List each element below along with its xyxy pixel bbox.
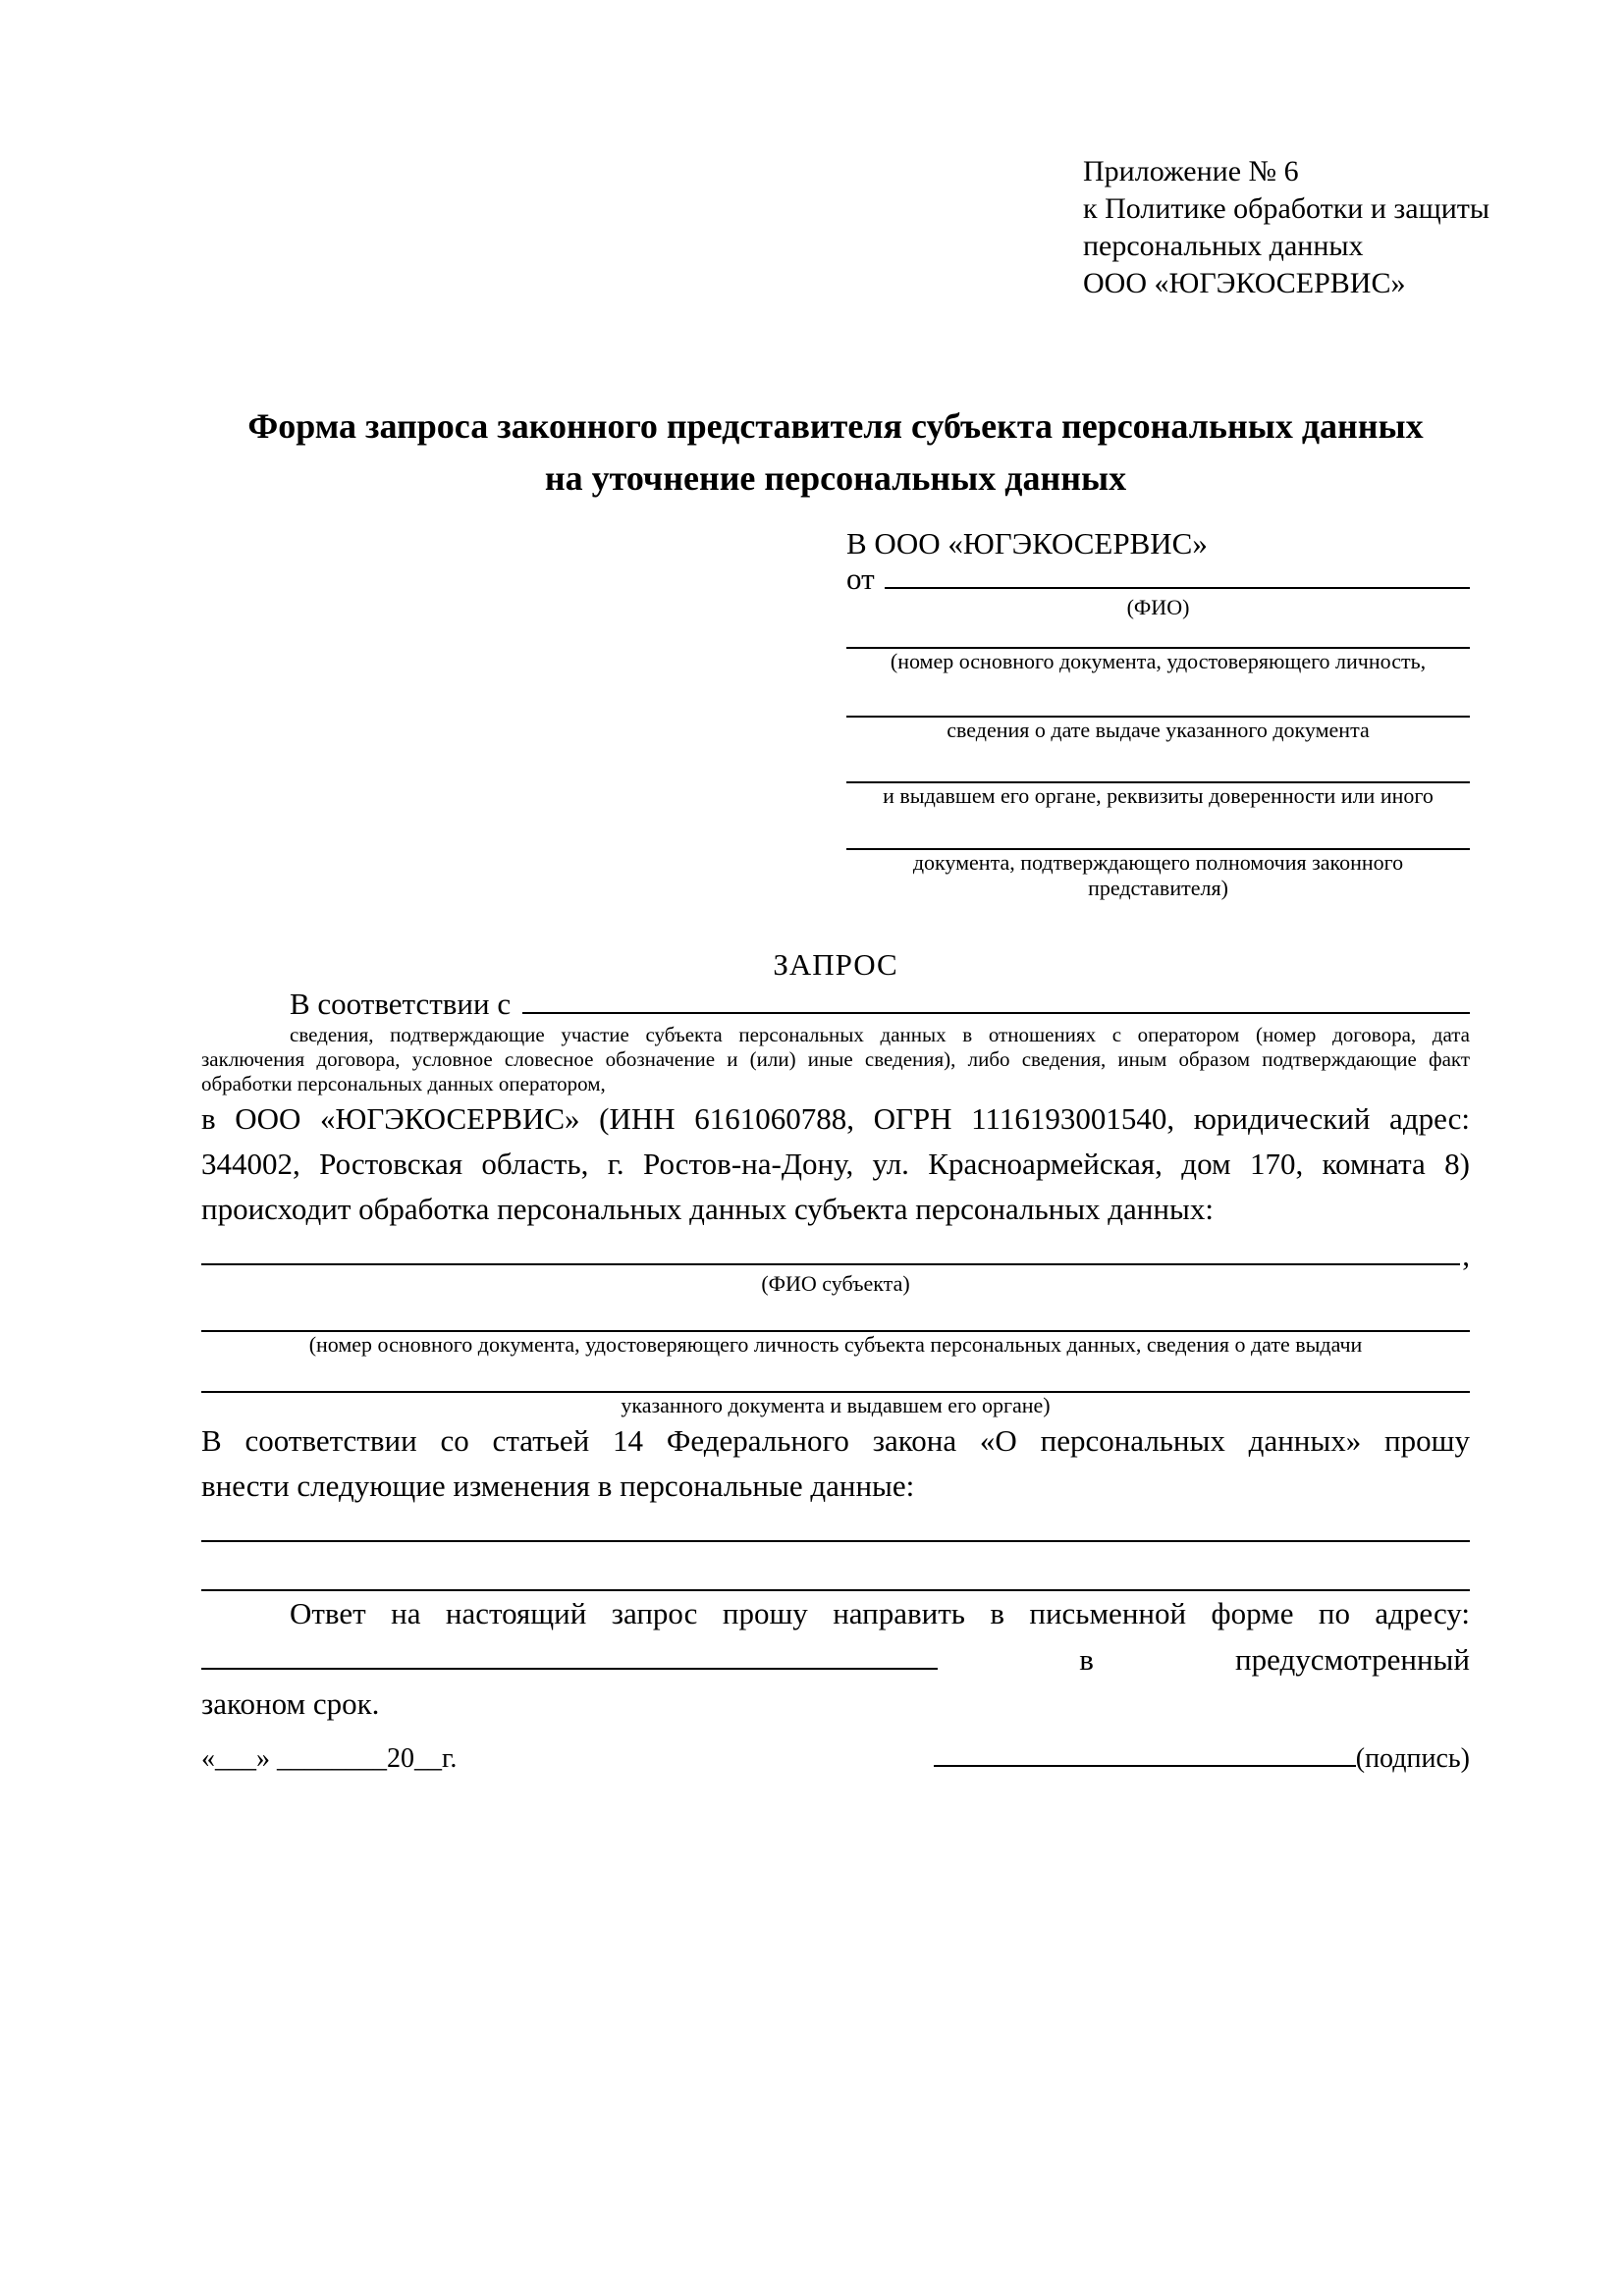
- form-title: [201, 400, 1470, 505]
- changes-blank-line-2: [201, 1542, 1470, 1591]
- field-caption: документа, подтверждающего полномочия законного представителя): [912, 850, 1404, 900]
- subject-document-blank-line-1: [201, 1297, 1470, 1332]
- article-14-paragraph: [201, 1418, 1470, 1509]
- form-title-line-1: Форма запроса законного представителя субъекта персональных данных: [247, 406, 1424, 446]
- response-address-line: [201, 1636, 1470, 1682]
- representative-document-field-4: [846, 809, 1470, 901]
- from-label: от: [846, 561, 875, 596]
- field-caption: (номер основного документа, удостоверяющего личность,: [890, 649, 1427, 673]
- field-caption: сведения о дате выдаче указанного документа: [947, 718, 1370, 742]
- subject-fio-caption: (ФИО субъекта): [761, 1271, 910, 1296]
- addressee-organization: В ООО «ЮГЭКОСЕРВИС»: [846, 526, 1208, 561]
- appendix-policy-line-2: персональных данных: [1083, 230, 1364, 262]
- company-name: ООО «ЮГЭКОСЕРВИС»: [1083, 267, 1406, 299]
- subject-fio-field: [201, 1232, 1470, 1271]
- date-signature-row: [201, 1736, 1470, 1782]
- signature-blank-line: [934, 1737, 1356, 1767]
- address-blank-line: [201, 1636, 938, 1670]
- blank-line: [846, 743, 1470, 783]
- changes-blank-line-1: [201, 1515, 1470, 1542]
- accordance-footnote: [201, 1023, 1470, 1096]
- blank-line: [846, 809, 1470, 850]
- footnote-line-1: сведения, подтверждающие участие субъекта персональных данных в отношениях с оператором (номер договора, дата: [290, 1023, 1470, 1046]
- signature-field: [934, 1736, 1470, 1782]
- blank-line: [846, 620, 1470, 649]
- accordance-label: В соответствии с: [290, 987, 512, 1021]
- appendix-number: Приложение № 6: [1083, 155, 1299, 187]
- operator-line-2: 344002, Ростовская область, г. Ростов-на-Дону, ул. Красноармейская, дом 170, комната 8): [201, 1147, 1470, 1181]
- response-line-3: законом срок.: [201, 1686, 380, 1721]
- from-blank-line: [885, 563, 1470, 589]
- form-title-line-2: на уточнение персональных данных: [544, 458, 1127, 498]
- representative-document-field-2: [846, 674, 1470, 743]
- appendix-policy-line-1: к Политике обработки и защиты: [1083, 192, 1490, 225]
- subject-document-blank-line-2: [201, 1358, 1470, 1393]
- operator-line-1: в ООО «ЮГЭКОСЕРВИС» (ИНН 6161060788, ОГРН 1116193001540, юридический адрес:: [201, 1101, 1470, 1136]
- subject-document-caption-2: указанного документа и выдавшем его органе): [621, 1393, 1051, 1417]
- footnote-line-3: обработки персональных данных оператором,: [201, 1072, 606, 1095]
- footnote-line-2: заключения договора, условное словесное обозначение и (или) иные сведения), либо сведения, иным образом подтверждающие факт: [201, 1047, 1470, 1071]
- from-field: [846, 563, 1470, 595]
- article-line-2: внести следующие изменения в персональные данные:: [201, 1468, 915, 1503]
- document-body: [201, 400, 1470, 1782]
- trailing-comma: ,: [1462, 1238, 1470, 1272]
- response-line-1: Ответ на настоящий запрос прошу направить в письменной форме по адресу:: [290, 1596, 1470, 1630]
- field-caption: и выдавшем его органе, реквизиты доверенности или иного: [883, 783, 1434, 808]
- operator-line-3: происходит обработка персональных данных субъекта персональных данных:: [201, 1192, 1214, 1226]
- response-word-2: предусмотренный: [1235, 1642, 1470, 1677]
- article-line-1: В соответствии со статьей 14 Федерального закона «О персональных данных» прошу: [201, 1423, 1470, 1458]
- representative-document-field-3: [846, 743, 1470, 809]
- request-heading: ЗАПРОС: [773, 947, 898, 982]
- response-word-1: в: [1079, 1642, 1094, 1677]
- operator-paragraph: [201, 1096, 1470, 1232]
- signature-caption: (подпись): [1355, 1743, 1470, 1774]
- blank-line: [846, 674, 1470, 718]
- representative-document-field-1: [846, 620, 1470, 674]
- date-blank: «___» ________20__г.: [201, 1743, 458, 1774]
- subject-fio-blank-line: [201, 1232, 1460, 1265]
- response-paragraph: [201, 1591, 1470, 1727]
- accordance-blank-line: [522, 987, 1470, 1014]
- addressee-block: [846, 524, 1470, 901]
- fio-caption: (ФИО): [1126, 595, 1190, 619]
- subject-document-caption-1: (номер основного документа, удостоверяющего личность субъекта персональных данных, сведения о дате выдачи: [308, 1332, 1363, 1357]
- appendix-header: [1083, 0, 1624, 302]
- accordance-field: [290, 986, 1470, 1023]
